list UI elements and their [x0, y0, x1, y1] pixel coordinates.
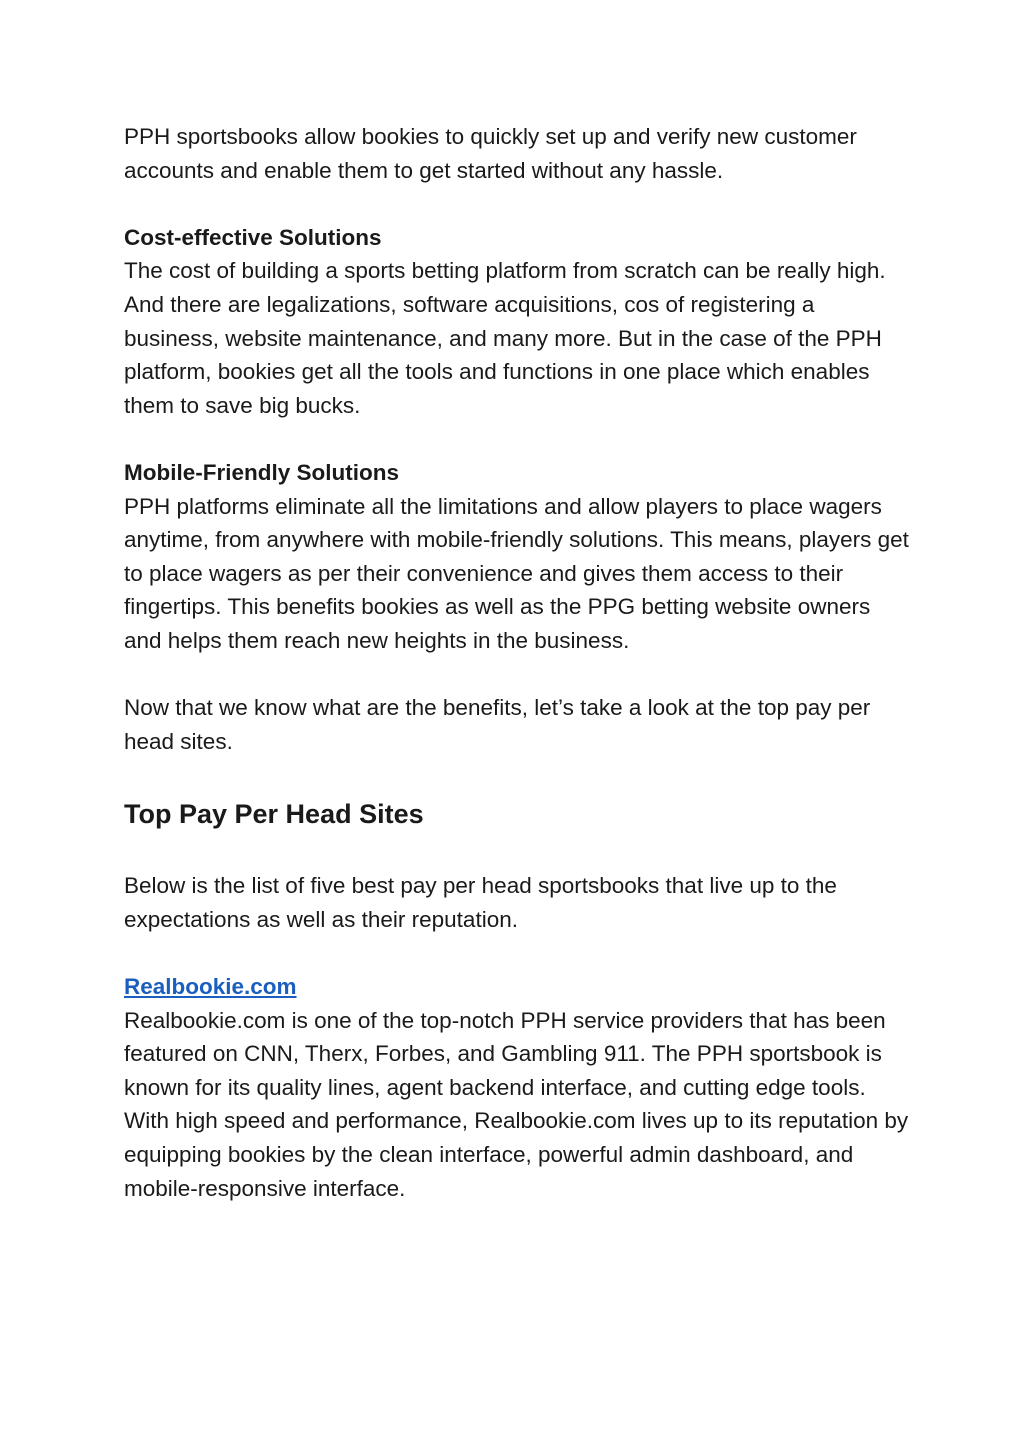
spacer: [124, 658, 914, 692]
realbookie-link[interactable]: Realbookie.com: [124, 974, 297, 1000]
spacer: [124, 832, 914, 869]
document-page: [124, 120, 914, 1205]
spacer: [124, 422, 914, 456]
spacer: [124, 758, 914, 796]
top-sites-intro-paragraph: Below is the list of five best pay per head sportsbooks that live up to the expectations as well as their reputation.: [124, 873, 837, 932]
intro-paragraph: PPH sportsbooks allow bookies to quickly set up and verify new customer accounts and enable them to get started without any hassle.: [124, 124, 857, 183]
realbookie-paragraph: Realbookie.com is one of the top-notch PPH service providers that has been featured on CNN, Therx, Forbes, and Gambling 911. The PPH sportsbook is known for its quality lines, agent backend interface, and cutting edge tools. With high speed and performance, Realbookie.com lives up to its reputation by equipping bookies by the clean interface, powerful admin dashboard, and mobile-responsive interface.: [124, 1007, 909, 1201]
cost-effective-paragraph: The cost of building a sports betting platform from scratch can be really high. And there are legalizations, software acquisitions, cos of registering a business, website maintenance, and many more. But in the case of the PPH platform, bookies get all the tools and functions in one place which enables them to save big bucks.: [124, 258, 886, 418]
mobile-friendly-heading: Mobile-Friendly Solutions: [124, 459, 399, 485]
mobile-friendly-paragraph: PPH platforms eliminate all the limitations and allow players to place wagers anytime, from anywhere with mobile-friendly solutions. This means, players get to place wagers as per their convenience and gives them access to their fingertips. This benefits bookies as well as the PPG betting website owners and helps them reach new heights in the business.: [124, 493, 909, 653]
spacer: [124, 187, 914, 221]
top-sites-heading: Top Pay Per Head Sites: [124, 799, 424, 830]
cost-effective-heading: Cost-effective Solutions: [124, 224, 382, 250]
transition-paragraph: Now that we know what are the benefits, let’s take a look at the top pay per head sites.: [124, 695, 871, 754]
spacer: [124, 936, 914, 970]
